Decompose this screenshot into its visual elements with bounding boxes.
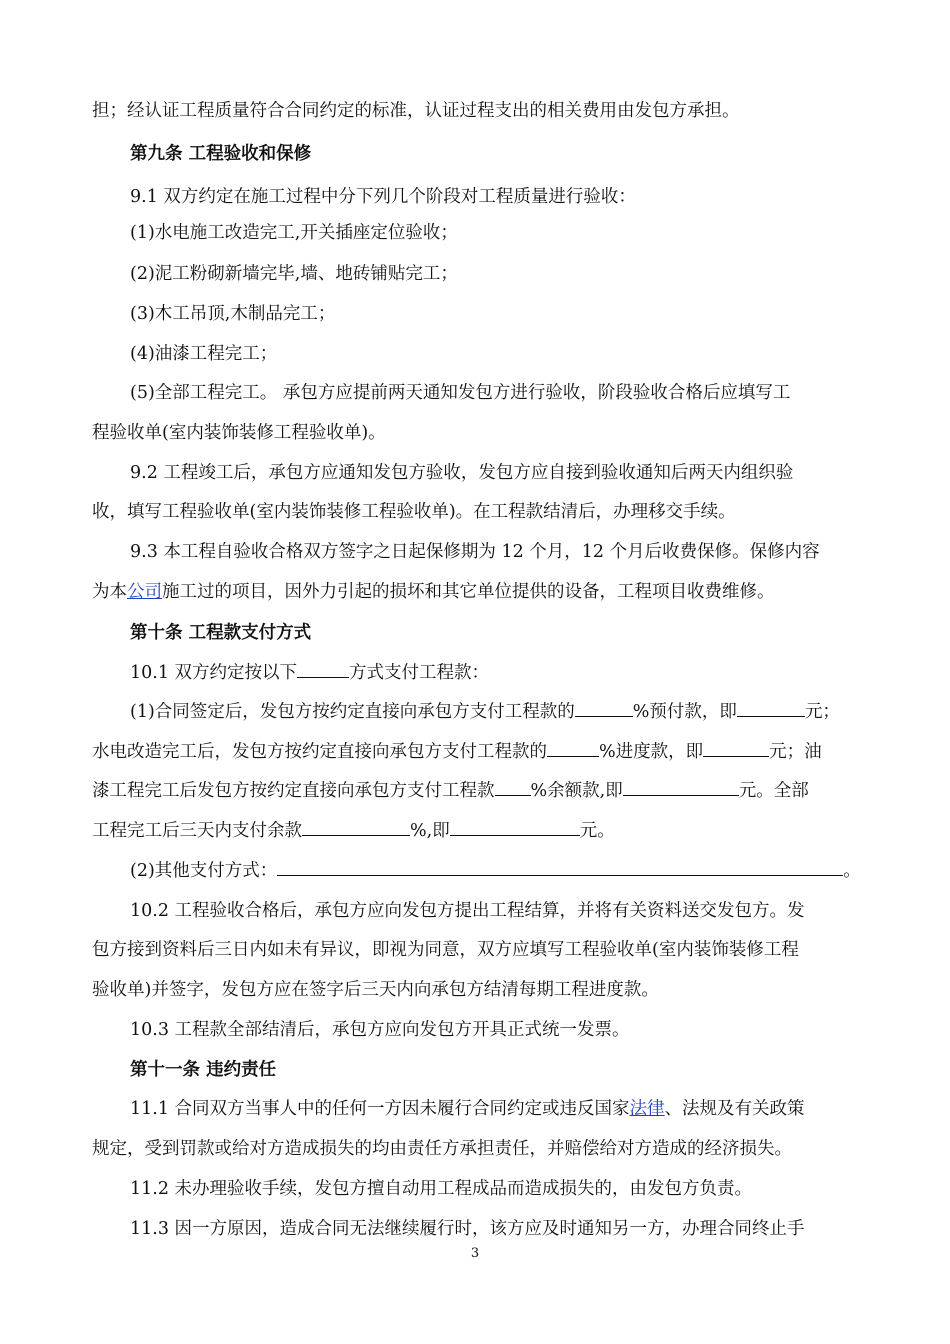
text-segment: 漆工程完工后发包方按约定直接向承包方支付工程款 bbox=[92, 781, 495, 801]
text-line: 11.2 未办理验收手续，发包方擅自动用工程成品而造成损失的，由发包方负责。 bbox=[130, 1179, 753, 1199]
text-line: 验收单)并签字，发包方应在签字后三天内向承包方结清每期工程进度款。 bbox=[92, 980, 659, 1000]
text-line: 9.3 本工程自验收合格双方签字之日起保修期为 12 个月，12 个月后收费保修。保修内容 bbox=[130, 542, 820, 562]
text-segment: 方式支付工程款： bbox=[349, 663, 490, 683]
text-segment: %进度款，即 bbox=[599, 742, 704, 762]
text-segment: 工程完工后三天内支付余款 bbox=[92, 821, 302, 841]
text-segment: 元。 bbox=[579, 821, 615, 841]
text-line bbox=[130, 1097, 900, 1121]
list-item: (2)泥工粉砌新墙完毕,墙、地砖铺贴完工； bbox=[130, 264, 458, 284]
blank-field bbox=[297, 661, 349, 678]
text-line: 收，填写工程验收单(室内装饰装修工程验收单)。在工程款结清后，办理移交手续。 bbox=[92, 502, 736, 522]
list-item: (3)木工吊顶,木制品完工； bbox=[130, 304, 336, 324]
text-segment: 11.1 合同双方当事人中的任何一方因未履行合同约定或违反国家 bbox=[130, 1099, 630, 1119]
text-segment: 元。全部 bbox=[738, 781, 809, 801]
list-item: (5)全部工程完工。 承包方应提前两天通知发包方进行验收，阶段验收合格后应填写工 bbox=[130, 383, 791, 403]
list-item: (1)水电施工改造完工,开关插座定位验收； bbox=[130, 223, 458, 243]
text-line: 10.2 工程验收合格后，承包方应向发包方提出工程结算，并将有关资料送交发包方。发 bbox=[130, 901, 805, 921]
text-line: 规定，受到罚款或给对方造成损失的均由责任方承担责任，并赔偿给对方造成的经济损失。 bbox=[92, 1139, 792, 1159]
blank-field bbox=[737, 700, 805, 717]
blank-field bbox=[302, 819, 410, 836]
text-segment: %预付款，即 bbox=[632, 702, 737, 722]
section-heading-9: 第九条 工程验收和保修 bbox=[130, 144, 312, 164]
text-line: 程验收单(室内装饰装修工程验收单)。 bbox=[92, 423, 386, 443]
text-line bbox=[92, 740, 862, 764]
text-line bbox=[130, 700, 900, 724]
blank-field bbox=[623, 779, 739, 796]
text-line bbox=[92, 779, 862, 803]
text-line: 10.3 工程款全部结清后，承包方应向发包方开具正式统一发票。 bbox=[130, 1020, 630, 1040]
text-segment: (1)合同签定后，发包方按约定直接向承包方支付工程款的 bbox=[130, 702, 575, 722]
text-segment: %,即 bbox=[410, 821, 450, 841]
law-link[interactable]: 法律 bbox=[629, 1099, 665, 1119]
text-segment: 。 bbox=[843, 861, 861, 881]
company-link[interactable]: 公司 bbox=[127, 582, 162, 602]
text-segment: 元；油 bbox=[769, 742, 822, 762]
text-segment: %余额款,即 bbox=[530, 781, 623, 801]
text-line bbox=[92, 580, 862, 604]
blank-field bbox=[703, 740, 769, 757]
blank-field bbox=[495, 779, 531, 796]
text-line bbox=[92, 819, 862, 843]
text-line bbox=[130, 859, 900, 883]
text-segment: 水电改造完工后，发包方按约定直接向承包方支付工程款的 bbox=[92, 742, 547, 762]
blank-field bbox=[547, 740, 599, 757]
text-line: 9.1 双方约定在施工过程中分下列几个阶段对工程质量进行验收： bbox=[130, 187, 636, 207]
text-segment: 10.1 双方约定按以下 bbox=[130, 663, 298, 683]
text-line: 9.2 工程竣工后，承包方应通知发包方验收，发包方应自接到验收通知后两天内组织验 bbox=[130, 463, 794, 483]
blank-field bbox=[575, 700, 633, 717]
text-line: 担；经认证工程质量符合合同约定的标准，认证过程支出的相关费用由发包方承担。 bbox=[92, 101, 740, 121]
section-heading-10: 第十条 工程款支付方式 bbox=[130, 623, 312, 643]
list-item: (4)油漆工程完工； bbox=[130, 344, 278, 364]
section-heading-11: 第十一条 违约责任 bbox=[130, 1060, 277, 1080]
page-number: 3 bbox=[470, 1246, 480, 1261]
text-segment: (2)其他支付方式： bbox=[130, 861, 278, 881]
text-segment: 为本 bbox=[92, 582, 127, 602]
text-segment: 元； bbox=[804, 702, 840, 722]
text-line bbox=[130, 661, 900, 685]
blank-field bbox=[450, 819, 580, 836]
text-segment: 施工过的项目，因外力引起的损坏和其它单位提供的设备，工程项目收费维修。 bbox=[162, 582, 775, 602]
text-line: 11.3 因一方原因，造成合同无法继续履行时，该方应及时通知另一方，办理合同终止手 bbox=[130, 1219, 805, 1239]
text-segment: 、法规及有关政策 bbox=[664, 1099, 805, 1119]
text-line: 包方接到资料后三日内如未有异议，即视为同意，双方应填写工程验收单(室内装饰装修工程 bbox=[92, 940, 799, 960]
blank-field bbox=[277, 859, 843, 876]
